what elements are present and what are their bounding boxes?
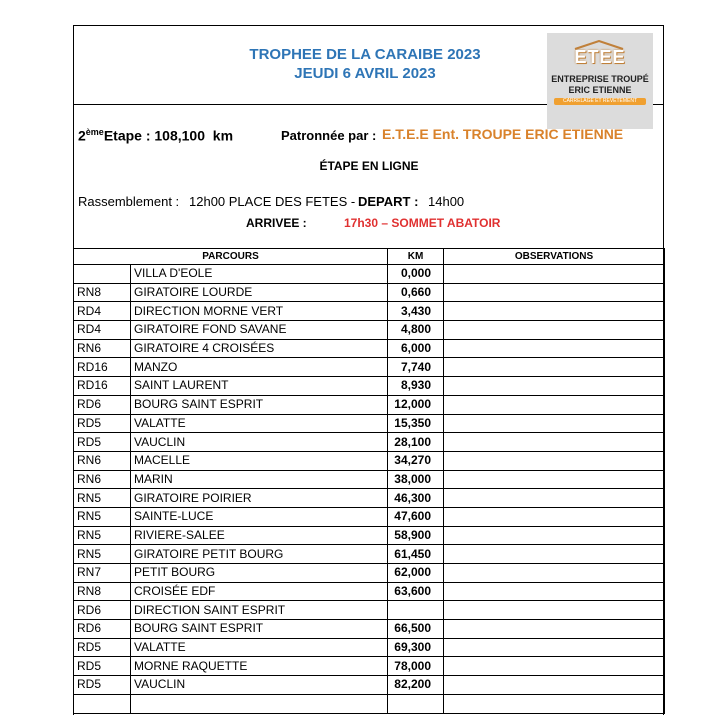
place-cell: MANZO bbox=[131, 358, 388, 377]
document-date: JEUDI 6 AVRIL 2023 bbox=[294, 65, 436, 82]
road-code-cell: RD5 bbox=[74, 433, 131, 452]
table-row bbox=[74, 265, 665, 284]
place-cell: VAUCLIN bbox=[131, 676, 388, 695]
place-cell: BOURG SAINT ESPRIT bbox=[131, 620, 388, 639]
place-cell: MORNE RAQUETTE bbox=[131, 657, 388, 676]
place-cell: GIRATOIRE PETIT BOURG bbox=[131, 545, 388, 564]
table-row bbox=[74, 339, 665, 358]
table-row bbox=[74, 657, 665, 676]
table-row bbox=[74, 545, 665, 564]
road-code-cell: RD4 bbox=[74, 321, 131, 340]
table-row bbox=[74, 564, 665, 583]
table-row bbox=[74, 470, 665, 489]
depart-time: 14h00 bbox=[428, 194, 465, 209]
stage-number-suffix: ème bbox=[85, 127, 104, 137]
km-cell: 47,600 bbox=[388, 507, 444, 526]
rassemblement-label: Rassemblement : bbox=[78, 194, 180, 209]
sponsor-label: Patronnée par : bbox=[281, 128, 377, 143]
km-cell: 63,600 bbox=[388, 582, 444, 601]
observations-cell bbox=[444, 582, 665, 601]
km-cell: 38,000 bbox=[388, 470, 444, 489]
document-title: TROPHEE DE LA CARAIBE 2023 bbox=[249, 46, 481, 63]
observations-cell bbox=[444, 526, 665, 545]
header-km: KM bbox=[388, 249, 444, 265]
place-cell: PETIT BOURG bbox=[131, 564, 388, 583]
logo-tagline-bar: CARRELAGE ET REVETEMENT bbox=[554, 98, 646, 105]
place-cell: GIRATOIRE POIRIER bbox=[131, 489, 388, 508]
table-row bbox=[74, 507, 665, 526]
observations-cell bbox=[444, 377, 665, 396]
road-code-cell: RN8 bbox=[74, 283, 131, 302]
stage-distance-unit: km bbox=[212, 127, 234, 144]
logo-brand: ETEE bbox=[574, 47, 626, 67]
observations-cell bbox=[444, 657, 665, 676]
road-code-cell: RN6 bbox=[74, 339, 131, 358]
table-row bbox=[74, 601, 665, 620]
table-row bbox=[74, 283, 665, 302]
km-cell: 0,660 bbox=[388, 283, 444, 302]
stage-heading bbox=[78, 127, 233, 144]
stage-label: Etape : bbox=[103, 127, 151, 144]
place-cell: RIVIERE-SALEE bbox=[131, 526, 388, 545]
road-code-cell: RD5 bbox=[74, 414, 131, 433]
km-cell bbox=[388, 601, 444, 620]
sponsor-logo bbox=[547, 33, 653, 129]
logo-company-line2: ERIC ETIENNE bbox=[568, 85, 632, 95]
observations-cell bbox=[444, 638, 665, 657]
header-parcours: PARCOURS bbox=[74, 249, 388, 265]
road-code-cell: RD5 bbox=[74, 638, 131, 657]
stage-type: ÉTAPE EN LIGNE bbox=[319, 159, 419, 173]
road-code-cell: RD6 bbox=[74, 601, 131, 620]
arrivee-value: 17h30 – SOMMET ABATOIR bbox=[344, 216, 501, 230]
place-cell: VILLA D'EOLE bbox=[131, 265, 388, 284]
stage-number: 2 bbox=[78, 127, 86, 144]
road-code-cell: RD16 bbox=[74, 377, 131, 396]
road-code-cell: RD5 bbox=[74, 676, 131, 695]
sponsor-name: E.T.E.E Ent. TROUPE ERIC ETIENNE bbox=[382, 126, 624, 142]
observations-cell bbox=[444, 265, 665, 284]
route-table-body bbox=[74, 265, 665, 714]
depart-label: DEPART : bbox=[358, 194, 419, 209]
road-code-cell: RN5 bbox=[74, 489, 131, 508]
table-row bbox=[74, 582, 665, 601]
place-cell: BOURG SAINT ESPRIT bbox=[131, 395, 388, 414]
km-cell: 34,270 bbox=[388, 451, 444, 470]
table-row bbox=[74, 676, 665, 695]
road-code-cell: RD5 bbox=[74, 657, 131, 676]
observations-cell bbox=[444, 489, 665, 508]
observations-cell bbox=[444, 321, 665, 340]
km-cell: 0,000 bbox=[388, 265, 444, 284]
observations-cell bbox=[444, 676, 665, 695]
table-row bbox=[74, 433, 665, 452]
place-cell: GIRATOIRE FOND SAVANE bbox=[131, 321, 388, 340]
place-cell: VAUCLIN bbox=[131, 433, 388, 452]
km-cell: 8,930 bbox=[388, 377, 444, 396]
km-cell: 15,350 bbox=[388, 414, 444, 433]
table-row bbox=[74, 489, 665, 508]
km-cell: 78,000 bbox=[388, 657, 444, 676]
place-cell: GIRATOIRE LOURDE bbox=[131, 283, 388, 302]
road-code-cell: RD4 bbox=[74, 302, 131, 321]
table-row bbox=[74, 526, 665, 545]
place-cell: DIRECTION SAINT ESPRIT bbox=[131, 601, 388, 620]
place-cell: MARIN bbox=[131, 470, 388, 489]
observations-cell bbox=[444, 470, 665, 489]
km-cell: 46,300 bbox=[388, 489, 444, 508]
km-cell: 4,800 bbox=[388, 321, 444, 340]
rassemblement-value: 12h00 PLACE DES FETES - bbox=[189, 194, 356, 209]
road-code-cell: RD16 bbox=[74, 358, 131, 377]
stage-distance: 108,100 bbox=[154, 127, 205, 144]
place-cell: MACELLE bbox=[131, 451, 388, 470]
road-code-cell bbox=[74, 265, 131, 284]
place-cell: VALATTE bbox=[131, 638, 388, 657]
road-code-cell: RN6 bbox=[74, 451, 131, 470]
observations-cell bbox=[444, 620, 665, 639]
road-code-cell: RD6 bbox=[74, 395, 131, 414]
place-cell: GIRATOIRE 4 CROISÉES bbox=[131, 339, 388, 358]
km-cell: 28,100 bbox=[388, 433, 444, 452]
title-area bbox=[74, 26, 663, 105]
place-cell: SAINTE-LUCE bbox=[131, 507, 388, 526]
road-code-cell: RN5 bbox=[74, 507, 131, 526]
observations-cell bbox=[444, 302, 665, 321]
table-row bbox=[74, 620, 665, 639]
road-code-cell bbox=[74, 694, 131, 713]
km-cell: 12,000 bbox=[388, 395, 444, 414]
table-row bbox=[74, 377, 665, 396]
observations-cell bbox=[444, 564, 665, 583]
table-header-row bbox=[74, 249, 665, 265]
road-code-cell: RN8 bbox=[74, 582, 131, 601]
km-cell: 82,200 bbox=[388, 676, 444, 695]
km-cell: 66,500 bbox=[388, 620, 444, 639]
observations-cell bbox=[444, 358, 665, 377]
observations-cell bbox=[444, 545, 665, 564]
observations-cell bbox=[444, 451, 665, 470]
km-cell: 7,740 bbox=[388, 358, 444, 377]
observations-cell bbox=[444, 601, 665, 620]
km-cell: 69,300 bbox=[388, 638, 444, 657]
place-cell: SAINT LAURENT bbox=[131, 377, 388, 396]
km-cell bbox=[388, 694, 444, 713]
table-row bbox=[74, 638, 665, 657]
table-row bbox=[74, 302, 665, 321]
observations-cell bbox=[444, 414, 665, 433]
logo-company-line1: ENTREPRISE TROUPÉ bbox=[551, 74, 649, 84]
table-row bbox=[74, 451, 665, 470]
header-observations: OBSERVATIONS bbox=[444, 249, 665, 265]
road-code-cell: RD6 bbox=[74, 620, 131, 639]
observations-cell bbox=[444, 694, 665, 713]
road-code-cell: RN6 bbox=[74, 470, 131, 489]
place-cell: DIRECTION MORNE VERT bbox=[131, 302, 388, 321]
table-row bbox=[74, 694, 665, 713]
observations-cell bbox=[444, 433, 665, 452]
observations-cell bbox=[444, 507, 665, 526]
km-cell: 3,430 bbox=[388, 302, 444, 321]
km-cell: 62,000 bbox=[388, 564, 444, 583]
observations-cell bbox=[444, 283, 665, 302]
route-table bbox=[73, 248, 665, 714]
road-code-cell: RN5 bbox=[74, 545, 131, 564]
place-cell: CROISÉE EDF bbox=[131, 582, 388, 601]
observations-cell bbox=[444, 395, 665, 414]
road-code-cell: RN5 bbox=[74, 526, 131, 545]
arrivee-label: ARRIVEE : bbox=[246, 216, 307, 230]
table-row bbox=[74, 321, 665, 340]
place-cell bbox=[131, 694, 388, 713]
km-cell: 6,000 bbox=[388, 339, 444, 358]
observations-cell bbox=[444, 339, 665, 358]
table-row bbox=[74, 358, 665, 377]
table-row bbox=[74, 395, 665, 414]
place-cell: VALATTE bbox=[131, 414, 388, 433]
km-cell: 58,900 bbox=[388, 526, 444, 545]
km-cell: 61,450 bbox=[388, 545, 444, 564]
road-code-cell: RN7 bbox=[74, 564, 131, 583]
table-row bbox=[74, 414, 665, 433]
